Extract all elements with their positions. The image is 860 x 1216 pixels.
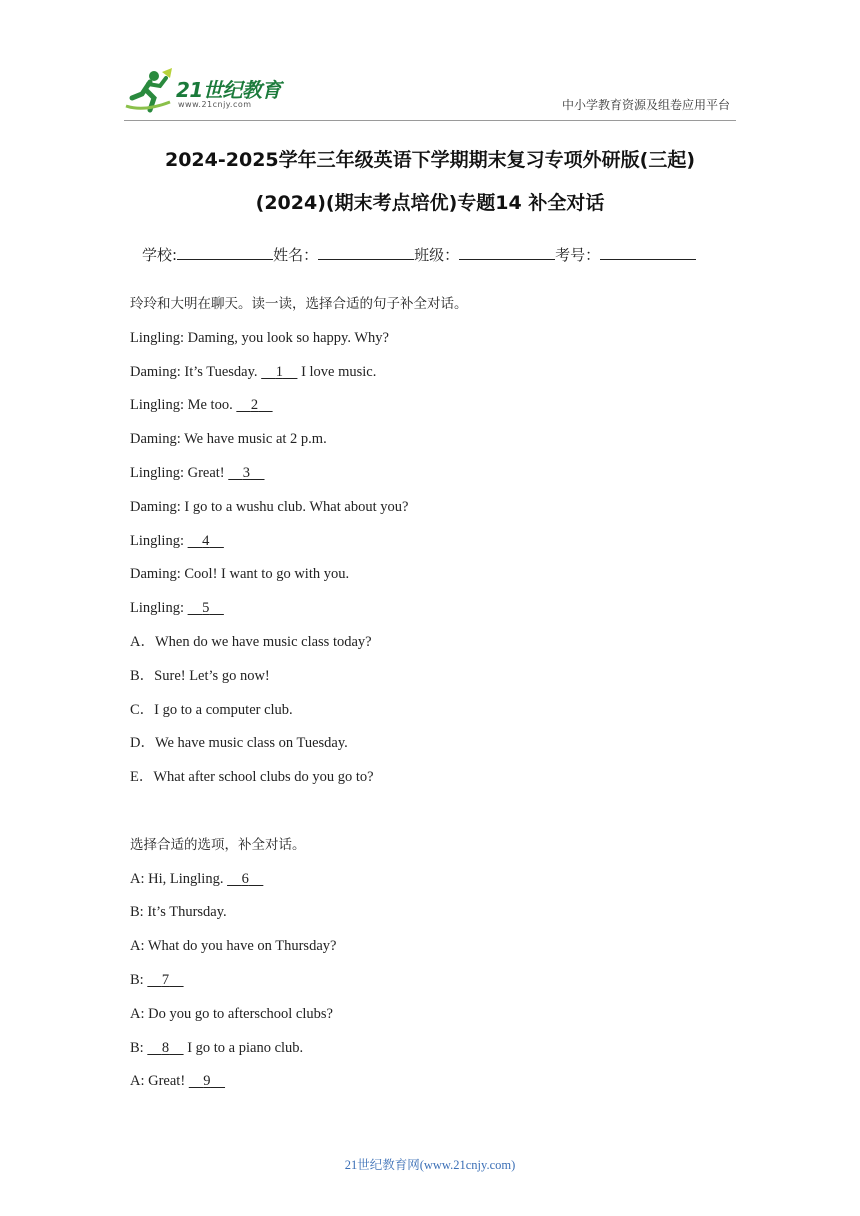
dialogue-text: Daming: We have music at 2 p.m. <box>130 431 327 448</box>
section2-dialogue <box>130 867 750 1104</box>
school-label: 学校: <box>142 246 178 264</box>
exercise-content <box>130 292 750 1103</box>
dialogue-text: B: <box>130 971 148 988</box>
dialogue-line <box>130 900 750 934</box>
answer-blank[interactable]: 7 <box>161 971 170 988</box>
dialogue-line <box>130 1002 750 1036</box>
answer-blank[interactable]: 3 <box>242 464 251 481</box>
page-header <box>0 0 860 130</box>
dialogue-text: Lingling: Me too. <box>130 397 237 414</box>
doc-title-line1: 2024-2025学年三年级英语下学期期末复习专项外研版(三起) <box>164 149 696 171</box>
dialogue-text: B: It’s Thursday. <box>130 904 227 921</box>
page-footer: 21世纪教育网(www.21cnjy.com) <box>344 1158 516 1172</box>
dialogue-line <box>130 360 750 394</box>
dialogue-line <box>130 461 750 495</box>
student-info-row <box>142 244 696 265</box>
section1-instruction: 玲玲和大明在聊天。读一读，选择合适的句子补全对话。 <box>130 296 468 312</box>
dialogue-text: Lingling: Daming, you look so happy. Why? <box>130 329 389 346</box>
name-label: 姓名： <box>273 246 319 264</box>
dialogue-text: Lingling: Great! <box>130 464 229 481</box>
section1-dialogue <box>130 326 750 630</box>
dialogue-line <box>130 529 750 563</box>
dialogue-line <box>130 393 750 427</box>
dialogue-text: Lingling: <box>130 600 188 617</box>
section1-options <box>130 630 750 799</box>
dialogue-line <box>130 1036 750 1070</box>
header-divider <box>124 120 736 121</box>
number-label: 考号： <box>555 246 601 264</box>
option-item: B．Sure! Let’s go now! <box>130 667 270 684</box>
option-item: C．I go to a computer club. <box>130 701 293 718</box>
dialogue-text-after: I go to a piano club. <box>183 1039 304 1056</box>
dialogue-text: B: <box>130 1039 148 1056</box>
site-logo <box>124 68 294 114</box>
class-label: 班级： <box>414 246 460 264</box>
dialogue-line <box>130 968 750 1002</box>
option-item: D．We have music class on Tuesday. <box>130 735 348 752</box>
answer-blank[interactable]: 9 <box>203 1073 211 1090</box>
platform-label: 中小学教育资源及组卷应用平台 <box>561 98 730 112</box>
school-field[interactable] <box>177 245 273 260</box>
number-field[interactable] <box>600 245 696 260</box>
answer-blank[interactable]: 4 <box>202 532 210 549</box>
answer-blank[interactable]: 6 <box>241 870 249 887</box>
dialogue-text: A: Great! <box>130 1073 189 1090</box>
runner-icon <box>124 68 174 114</box>
answer-blank[interactable]: 5 <box>202 600 210 617</box>
option-item: A．When do we have music class today? <box>130 633 372 650</box>
dialogue-text-after: I love music. <box>297 363 377 380</box>
dialogue-line <box>130 326 750 360</box>
dialogue-text: Lingling: <box>130 532 188 549</box>
dialogue-line <box>130 1069 750 1103</box>
answer-blank[interactable]: 1 <box>275 363 283 380</box>
dialogue-line <box>130 596 750 630</box>
option-item: E．What after school clubs do you go to? <box>130 769 374 786</box>
doc-title-line2: (2024)(期末考点培优)专题14 补全对话 <box>255 192 605 214</box>
logo-subtext: www.21cnjy.com <box>178 100 252 109</box>
dialogue-text: A: What do you have on Thursday? <box>130 938 337 955</box>
dialogue-line <box>130 562 750 596</box>
dialogue-line <box>130 495 750 529</box>
logo-text: 21世纪教育 <box>176 78 281 102</box>
answer-blank[interactable]: 8 <box>161 1039 170 1056</box>
dialogue-text: Daming: It’s Tuesday. <box>130 363 262 380</box>
section-gap <box>130 799 750 833</box>
answer-blank[interactable]: 2 <box>250 397 259 414</box>
dialogue-text: Daming: I go to a wushu club. What about you? <box>130 498 409 515</box>
dialogue-line <box>130 867 750 901</box>
dialogue-line <box>130 934 750 968</box>
dialogue-line <box>130 427 750 461</box>
section2-instruction: 选择合适的选项，补全对话。 <box>130 836 306 853</box>
name-field[interactable] <box>318 245 414 260</box>
dialogue-text: A: Do you go to afterschool clubs? <box>130 1005 333 1022</box>
dialogue-text: A: Hi, Lingling. <box>130 870 228 887</box>
dialogue-text: Daming: Cool! I want to go with you. <box>130 566 350 583</box>
class-field[interactable] <box>459 245 555 260</box>
